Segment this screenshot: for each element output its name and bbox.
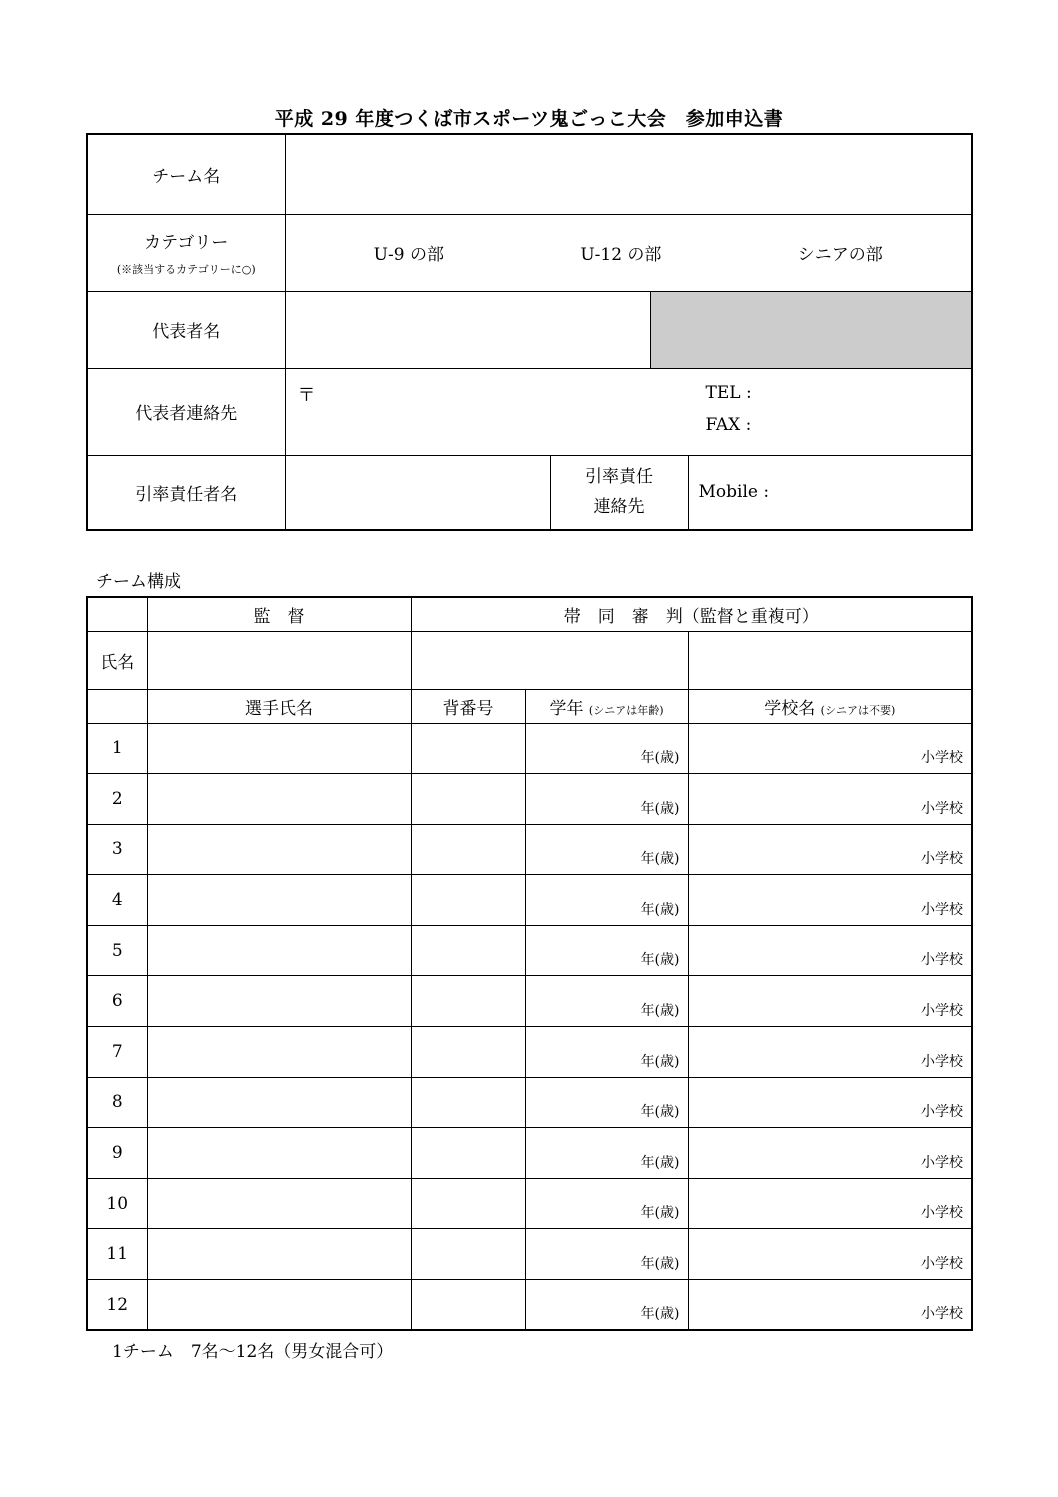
player-row [87,824,972,875]
jersey-number-field[interactable] [411,824,525,875]
school-field[interactable] [688,824,972,875]
grade-suffix: 年(歳) [640,851,680,868]
player-row [87,976,972,1027]
player-number-label: 12 [87,1280,147,1331]
school-field[interactable] [688,925,972,976]
grade-suffix: 年(歳) [640,1154,680,1171]
grade-suffix: 年(歳) [640,1053,680,1070]
school-suffix: 小学校 [921,1053,963,1070]
number-header: 背番号 [411,689,525,723]
player-row [87,875,972,926]
jersey-number-field[interactable] [411,875,525,926]
category-label-cell [87,214,285,291]
school-field[interactable] [688,1128,972,1179]
grade-field[interactable] [525,723,688,774]
player-number-label: 5 [87,925,147,976]
jersey-number-field[interactable] [411,1178,525,1229]
player-row [87,925,972,976]
school-header: 学校名 [764,698,816,719]
school-suffix: 小学校 [921,851,963,868]
player-name-field[interactable] [147,1128,411,1179]
corner-blank-cell [87,597,147,631]
leader-contact-field[interactable] [688,455,972,530]
player-row [87,1077,972,1128]
player-name-field[interactable] [147,925,411,976]
player-name-field[interactable] [147,875,411,926]
coach-name-field[interactable] [147,631,411,689]
grade-field[interactable] [525,824,688,875]
school-suffix: 小学校 [921,901,963,918]
grade-suffix: 年(歳) [640,750,680,767]
grade-suffix: 年(歳) [640,952,680,969]
coach-header: 監 督 [147,597,411,631]
jersey-number-field[interactable] [411,723,525,774]
player-number-label: 11 [87,1229,147,1280]
jersey-number-field[interactable] [411,1280,525,1331]
school-suffix: 小学校 [921,750,963,767]
school-field[interactable] [688,774,972,825]
leader-contact-label-1: 引率責任 [585,467,653,488]
grade-field[interactable] [525,1077,688,1128]
grade-header-cell [525,689,688,723]
category-option-senior[interactable]: シニアの部 [797,245,883,265]
leader-contact-label-cell [550,455,688,530]
player-number-label: 7 [87,1027,147,1078]
rep-name-field[interactable] [285,291,650,368]
school-field[interactable] [688,1229,972,1280]
player-row [87,723,972,774]
team-name-label: チーム名 [87,134,285,214]
postal-mark: 〒 [297,384,316,406]
grade-note: (シニアは年齢) [588,703,664,717]
school-field[interactable] [688,1280,972,1331]
referee-name-field-2[interactable] [688,631,972,689]
player-name-field[interactable] [147,774,411,825]
jersey-number-field[interactable] [411,774,525,825]
grade-field[interactable] [525,1280,688,1331]
school-suffix: 小学校 [921,1104,963,1121]
jersey-number-field[interactable] [411,1077,525,1128]
player-row [87,1178,972,1229]
school-suffix: 小学校 [921,1154,963,1171]
category-option-u12[interactable]: U‐12 の部 [580,245,662,265]
player-name-field[interactable] [147,824,411,875]
grade-field[interactable] [525,925,688,976]
page-title: 平成 29 年度つくば市スポーツ鬼ごっこ大会 参加申込書 [274,108,784,130]
player-name-field[interactable] [147,1077,411,1128]
jersey-number-field[interactable] [411,976,525,1027]
referee-name-field-1[interactable] [411,631,688,689]
jersey-number-field[interactable] [411,1229,525,1280]
grade-suffix: 年(歳) [640,800,680,817]
rep-name-label: 代表者名 [87,291,285,368]
grade-field[interactable] [525,1128,688,1179]
grade-suffix: 年(歳) [640,901,680,918]
grade-field[interactable] [525,774,688,825]
player-number-label: 6 [87,976,147,1027]
school-header-cell [688,689,972,723]
application-form-table [86,133,973,531]
leader-name-field[interactable] [285,455,550,530]
referee-header: 帯 同 審 判（監督と重複可） [411,597,972,631]
player-name-field[interactable] [147,1027,411,1078]
mobile-label: Mobile : [698,482,770,503]
school-suffix: 小学校 [921,1003,963,1020]
school-suffix: 小学校 [921,952,963,969]
grade-suffix: 年(歳) [640,1104,680,1121]
player-row [87,1128,972,1179]
rep-contact-label: 代表者連絡先 [87,368,285,455]
school-suffix: 小学校 [921,800,963,817]
school-note: (シニアは不要) [820,703,896,717]
gray-blank-cell [650,291,972,368]
player-row [87,1229,972,1280]
school-suffix: 小学校 [921,1306,963,1323]
footer-note: 1チーム 7名～12名（男女混合可） [112,1342,394,1362]
school-field[interactable] [688,1027,972,1078]
jersey-number-field[interactable] [411,1128,525,1179]
jersey-number-field[interactable] [411,925,525,976]
grade-suffix: 年(歳) [640,1003,680,1020]
player-number-label: 2 [87,774,147,825]
grade-field[interactable] [525,875,688,926]
player-row [87,1280,972,1331]
grade-header: 学年 [549,698,584,719]
grade-suffix: 年(歳) [640,1256,680,1273]
name-row-label: 氏名 [87,631,147,689]
player-name-field[interactable] [147,1229,411,1280]
player-number-label: 10 [87,1178,147,1229]
player-number-label: 1 [87,723,147,774]
school-field[interactable] [688,723,972,774]
player-number-label: 9 [87,1128,147,1179]
header-blank-cell [87,689,147,723]
player-name-field[interactable] [147,723,411,774]
category-note: (※該当するカテゴリーに○) [116,263,256,276]
player-number-label: 3 [87,824,147,875]
school-suffix: 小学校 [921,1256,963,1273]
category-option-u9[interactable]: U‐9 の部 [373,245,444,265]
player-row [87,1027,972,1078]
team-name-field[interactable] [285,134,972,214]
fax-label: FAX : [705,414,752,435]
player-number-label: 4 [87,875,147,926]
school-field[interactable] [688,875,972,926]
category-options-cell [285,214,972,291]
grade-field[interactable] [525,1027,688,1078]
grade-suffix: 年(歳) [640,1205,680,1222]
school-field[interactable] [688,1178,972,1229]
grade-field[interactable] [525,976,688,1027]
grade-field[interactable] [525,1229,688,1280]
player-name-field[interactable] [147,1178,411,1229]
school-suffix: 小学校 [921,1205,963,1222]
school-field[interactable] [688,1077,972,1128]
player-number-label: 8 [87,1077,147,1128]
rep-contact-field[interactable] [285,368,972,455]
leader-name-label: 引率責任者名 [87,455,285,530]
player-row [87,774,972,825]
category-label: カテゴリー [144,233,229,253]
school-field[interactable] [688,976,972,1027]
grade-field[interactable] [525,1178,688,1229]
player-name-field[interactable] [147,1280,411,1331]
leader-contact-label-2: 連絡先 [593,497,645,518]
grade-suffix: 年(歳) [640,1306,680,1323]
tel-label: TEL : [705,382,752,403]
player-name-field[interactable] [147,976,411,1027]
player-rows [87,723,972,1330]
team-composition-label: チーム構成 [96,572,181,592]
team-composition-table [86,596,973,1331]
player-name-header: 選手氏名 [147,689,411,723]
jersey-number-field[interactable] [411,1027,525,1078]
